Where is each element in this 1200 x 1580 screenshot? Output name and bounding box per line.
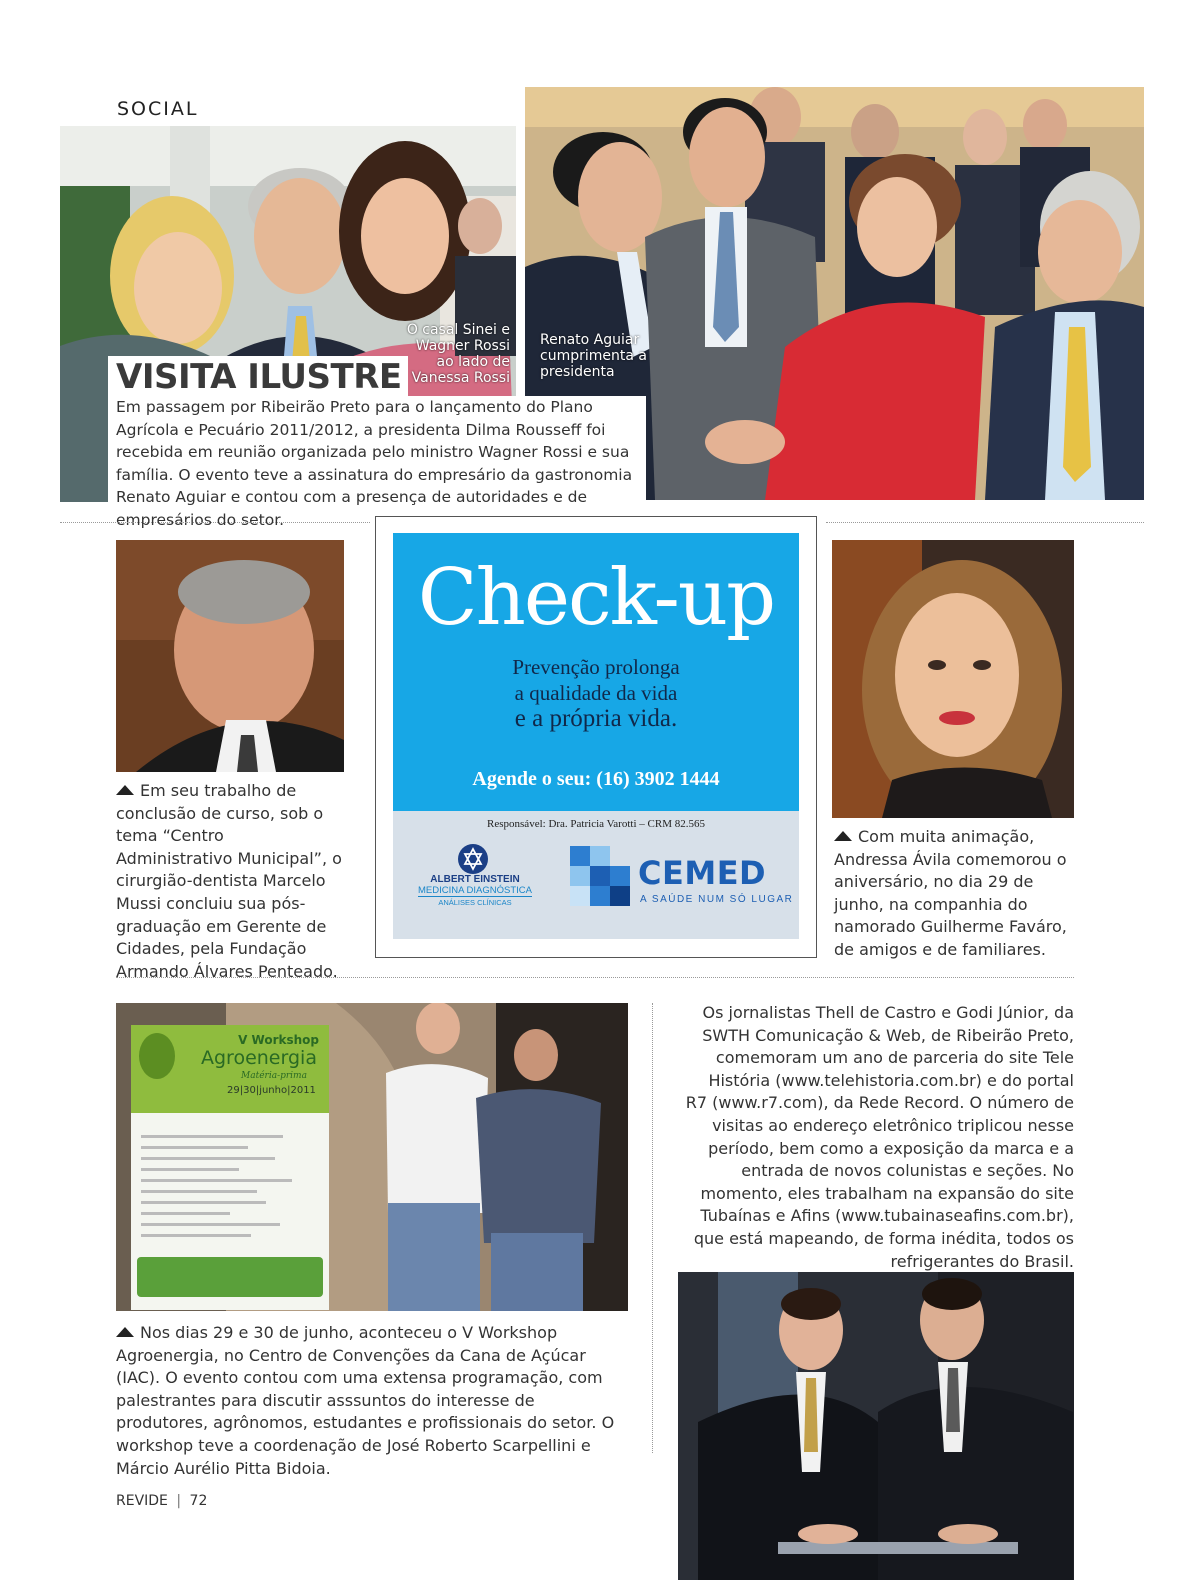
page-footer (116, 1493, 207, 1509)
headline: VISITA ILUSTRE (108, 356, 408, 398)
ad-subtitle (393, 654, 799, 732)
ad-title: Check-up (417, 553, 775, 643)
albert-einstein-logo-text (410, 874, 540, 908)
triangle-up-icon (116, 785, 134, 795)
banner-dates: 29|30|junho|2011 (227, 1085, 316, 1096)
caption-andressa-text: Com muita animação, Andressa Ávila comemorou o aniversário, no dia 29 de junho, na companhia do namorado Guilherme Faváro, de amigos e de familiares. (834, 827, 1067, 959)
ad-subtitle-line: a qualidade da vida (514, 681, 678, 705)
cemed-tagline: A SAÚDE NUM SÓ LUGAR (640, 894, 794, 905)
caption-marcelo-text: Em seu trabalho de conclusão de curso, sob o tema “Centro Administrativo Municipal”, o cirurgião-dentista Marcelo Mussi concluiu sua pós-graduação em Gerente de Cidades, pela Fundação Armando Álvares Penteado. (116, 781, 342, 981)
page-number: 72 (189, 1493, 208, 1509)
ad-subtitle-line: Prevenção prolonga (512, 655, 680, 679)
banner-header (131, 1025, 329, 1113)
separator-dotted (826, 522, 1144, 523)
banner-line2: Agroenergia (201, 1047, 317, 1069)
ad-responsible: Responsável: Dra. Patricia Varotti – CRM 82.565 (487, 818, 705, 830)
leaf-icon (139, 1033, 175, 1079)
ad-subtitle-line: e a própria vida. (514, 705, 678, 732)
magazine-name: REVIDE (116, 1493, 168, 1509)
journalists-text: Os jornalistas Thell de Castro e Godi Júnior, da SWTH Comunicação & Web, de Ribeirão Preto, comemoram um ano de parceria do site Tele História (www.telehistoria.com.br) e do portal R7 (www.r7.com), da Rede Record. O número de visitas ao endereço eletrônico triplicou nesse período, bem como a exposição da marca e a entrada de novos colunistas e seções. No momento, eles trabalham na expansão do site Tubaínas e Afins (www.tubainaseafins.com.br), que está mapeando, de forma inédita, todos os refrigerantes do Brasil. (685, 1003, 1074, 1271)
triangle-up-icon (834, 831, 852, 841)
banner-line1: V Workshop (238, 1033, 319, 1047)
photo-journalists (678, 1272, 1074, 1580)
cemed-logo-icon (570, 846, 630, 906)
banner-line3: Matéria-prima (241, 1071, 307, 1081)
caption-workshop-text: Nos dias 29 e 30 de junho, aconteceu o V Workshop Agroenergia, no Centro de Convenções da Cana de Açúcar (IAC). O evento contou com uma extensa programação, com palestrantes para discutir asssuntos do interesse de produtores, agrônomos, estudantes e profissionais do setor. O workshop teve a coordenação de José Roberto Scarpellini e Márcio Aurélio Pitta Bidoia. (116, 1323, 615, 1478)
albert-einstein-logo-icon (457, 843, 489, 875)
separator-vertical (652, 1003, 653, 1453)
caption-marcelo (116, 780, 344, 983)
photo-marcelo-mussi (116, 540, 344, 772)
cemed-logo-text: CEMED (638, 854, 767, 892)
triangle-up-icon (116, 1327, 134, 1337)
photo-caption-rossi: O casal Sinei e Wagner Rossi ao lado de Vanessa Rossi (406, 322, 510, 386)
banner-program-lines (141, 1127, 319, 1245)
photo-caption-president: Renato Aguiar cumprimenta a presidenta (540, 332, 647, 380)
caption-workshop (116, 1322, 628, 1480)
photo-andressa-avila (832, 540, 1074, 818)
workshop-banner (131, 1025, 329, 1310)
lead-text: Em passagem por Ribeirão Preto para o lançamento do Plano Agrícola e Pecuário 2011/2012, a presidenta Dilma Rousseff foi recebida em reunião organizada pelo ministro Wagner Rossi e sua família. O evento teve a assinatura do empresário da gastronomia Renato Aguiar e contou com a presença de autoridades e de empresários do setor. (116, 398, 633, 529)
ae-line: MEDICINA DIAGNÓSTICA (417, 885, 532, 896)
ae-line: ALBERT EINSTEIN (430, 874, 520, 885)
footer-separator: | (176, 1493, 182, 1509)
caption-andressa (834, 826, 1074, 962)
section-label: SOCIAL (117, 98, 199, 120)
ae-line: ANÁLISES CLÍNICAS (438, 898, 512, 907)
banner-footer-box (137, 1257, 323, 1297)
ad-phone: Agende o seu: (16) 3902 1444 (472, 768, 720, 790)
separator-dotted (60, 522, 370, 523)
